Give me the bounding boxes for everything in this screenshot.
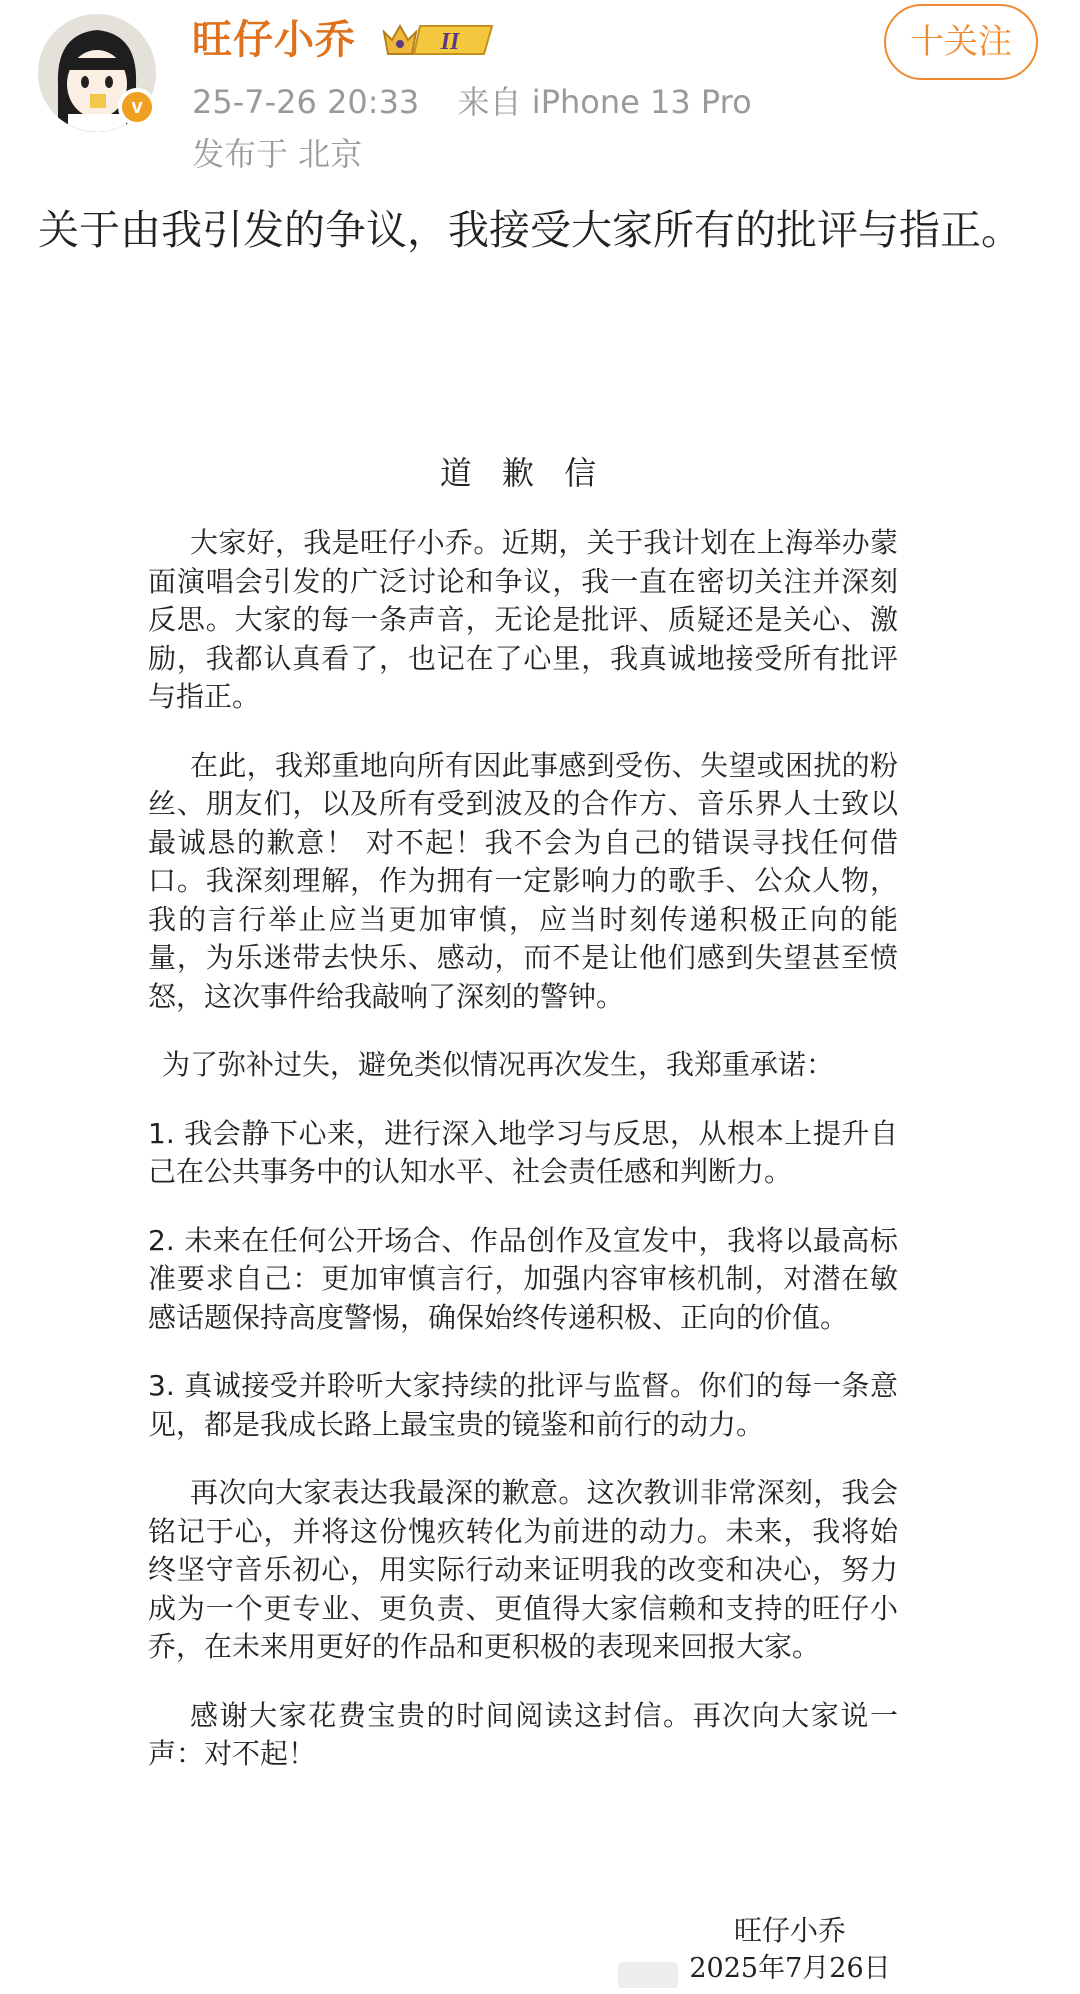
post-source: 来自 iPhone 13 Pro [457, 83, 752, 121]
letter-signature [680, 1912, 900, 1988]
member-level-badge-icon[interactable] [380, 20, 498, 60]
verified-badge-icon: v [118, 88, 156, 126]
letter-title: 道 歉 信 [439, 454, 607, 492]
letter-list-item: 1. 我会静下心来，进行深入地学习与反思，从根本上提升自己在公共事务中的认知水平、社会责任感和判断力。 [148, 1116, 898, 1188]
watermark [618, 1962, 678, 1988]
post-location: 发布于 北京 [192, 135, 363, 173]
signature-date: 2025年7月26日 [689, 1953, 891, 1984]
letter-paragraph: 为了弥补过失，避免类似情况再次发生，我郑重承诺： [162, 1048, 835, 1081]
letter-paragraph: 感谢大家花费宝贵的时间阅读这封信。再次向大家说一声：对不起！ [148, 1698, 898, 1770]
post-timestamp: 25-7-26 20:33 [192, 83, 420, 121]
signature-name: 旺仔小乔 [733, 1914, 846, 1947]
letter-paragraph: 再次向大家表达我最深的歉意。这次教训非常深刻，我会铭记于心，并将这份愧疚转化为前进的动力。未来，我将始终坚守音乐初心，用实际行动来证明我的改变和决心，努力成为一个更专业、更负责、更值得大家信赖和支持的旺仔小乔，在未来用更好的作品和更积极的表现来回报大家。 [148, 1476, 898, 1663]
letter-list-item: 2. 未来在任何公开场合、作品创作及宣发中，我将以最高标准要求自己：更加审慎言行，加强内容审核机制，对潜在敏感话题保持高度警惕，确保始终传递积极、正向的价值。 [148, 1223, 898, 1334]
letter-paragraph: 在此，我郑重地向所有因此事感到受伤、失望或困扰的粉丝、朋友们，以及所有受到波及的合作方、音乐界人士致以最诚恳的歉意！ 对不起！我不会为自己的错误寻找任何借口。我深刻理解，作为拥有一定影响力的歌手、公众人物，我的言行举止应当更加审慎，应当时刻传递积极正向的能量，为乐迷带去快乐、感动，而不是让他们感到失望甚至愤怒，这次事件给我敲响了深刻的警钟。 [148, 748, 898, 1013]
letter-list-item: 3. 真诚接受并聆听大家持续的批评与监督。你们的每一条意见，都是我成长路上最宝贵的镜鉴和前行的动力。 [148, 1369, 898, 1441]
post-text: 关于由我引发的争议，我接受大家所有的批评与指正。 [38, 206, 1022, 254]
post-meta [192, 80, 752, 124]
follow-button[interactable]: 十关注 [884, 4, 1038, 80]
badge-level-text: II [440, 29, 460, 55]
apology-letter-image[interactable] [148, 430, 898, 1804]
username[interactable]: 旺仔小乔 [192, 17, 356, 63]
letter-paragraph: 大家好，我是旺仔小乔。近期，关于我计划在上海举办蒙面演唱会引发的广泛讨论和争议，我一直在密切关注并深刻反思。大家的每一条声音，无论是批评、质疑还是关心、激励，我都认真看了，也记在了心里，我真诚地接受所有批评与指正。 [148, 526, 898, 713]
